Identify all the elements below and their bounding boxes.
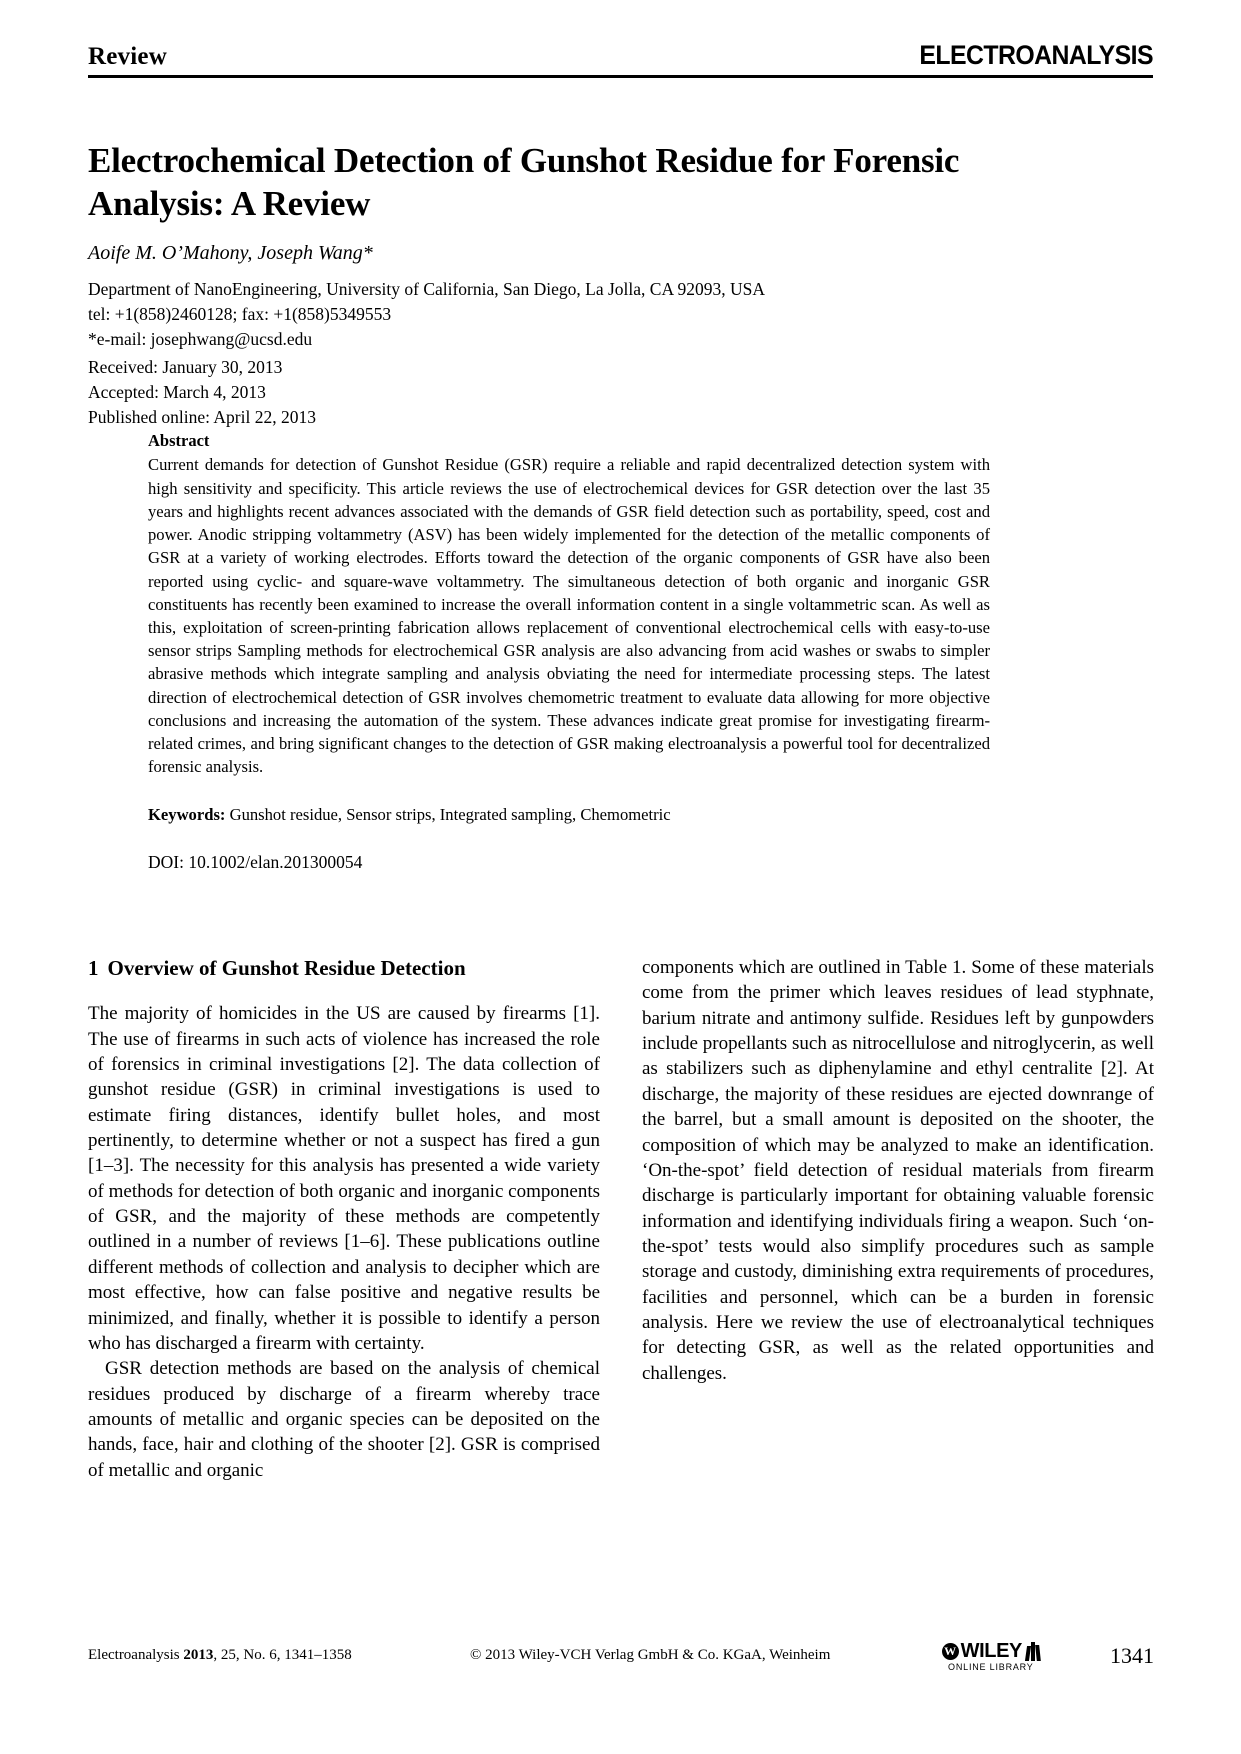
body-columns bbox=[88, 955, 1154, 1483]
section-title: Overview of Gunshot Residue Detection bbox=[107, 956, 466, 980]
abstract-text: Current demands for detection of Gunshot Residue (GSR) require a reliable and rapid decentralized detection system with high sensitivity and specificity. This article reviews the use of electrochemical devices for GSR detection over the last 35 years and highlights recent advances associated with the demands of GSR field detection such as portability, speed, cost and power. Anodic stripping voltammetry (ASV) has been widely implemented for the detection of the metallic components of GSR at a variety of working electrodes. Efforts toward the detection of the organic components of GSR have also been reported using cyclic- and square-wave voltammetry. The simultaneous detection of both organic and inorganic GSR constituents has recently been examined to increase the overall information content in a single voltammetric scan. As well as this, exploitation of screen-printing fabrication allows replacement of conventional electrochemical cells with easy-to-use sensor strips Sampling methods for electrochemical GSR analysis are also advancing from acid washes or swabs to simpler abrasive methods which integrate sampling and analysis obviating the need for intermediate processing steps. The latest direction of electrochemical detection of GSR involves chemometric treatment to evaluate data allowing for more objective conclusions and increasing the automation of the system. These advances indicate great promise for investigating firearm-related crimes, and bring significant changes to the detection of GSR making electroanalysis a powerful tool for decentralized forensic analysis. bbox=[148, 455, 990, 777]
wiley-logo bbox=[942, 1641, 1040, 1672]
paragraph: GSR detection methods are based on the analysis of chemical residues produced by discharge of a firearm whereby trace amounts of metallic and organic species can be deposited on the hands, face, hair and clothing of the shooter [2]. GSR is comprised of metallic and organic bbox=[88, 1358, 600, 1481]
citation-rest: , 25, No. 6, 1341–1358 bbox=[213, 1647, 352, 1663]
article-title: Electrochemical Detection of Gunshot Residue for Forensic Analysis: A Review bbox=[88, 141, 960, 223]
running-head bbox=[88, 42, 1153, 78]
keywords-values: Gunshot residue, Sensor strips, Integrated sampling, Chemometric bbox=[229, 804, 671, 824]
keywords-label: Keywords: bbox=[148, 804, 226, 824]
author-list: Aoife M. O’Mahony, Joseph Wang* bbox=[88, 242, 373, 264]
affiliation-line: Department of NanoEngineering, University of California, San Diego, La Jolla, CA 92093, USA bbox=[88, 279, 766, 299]
doi-line[interactable]: DOI: 10.1002/elan.201300054 bbox=[148, 851, 363, 872]
running-head-left: Review bbox=[88, 43, 167, 70]
contact-phone-line: tel: +1(858)2460128; fax: +1(858)5349553 bbox=[88, 303, 392, 324]
page-footer bbox=[88, 1640, 1154, 1671]
page-number: 1341 bbox=[1110, 1642, 1154, 1668]
section-heading bbox=[88, 955, 600, 981]
affiliation-block bbox=[88, 277, 968, 352]
paragraph: The majority of homicides in the US are caused by firearms [1]. The use of firearms in such acts of violence has increased the role of forensics in criminal investigations [2]. The data collection of gunshot residue (GSR) in criminal investigations is used to estimate firing distances, identify bullet holes, and most pertinently, to determine whether or not a suspect has fired a gun [1–3]. The necessity for this analysis has presented a wide variety of methods for detection of both organic and inorganic components of GSR, and the majority of these methods are competently outlined in a number of reviews [1–6]. These publications outline different methods of collection and analysis to decipher which are most effective, how can false positive and negative results be minimized, and finally, whether it is possible to identify a person who has discharged a firearm with certainty. bbox=[88, 1003, 600, 1354]
section-number: 1 bbox=[88, 956, 99, 980]
received-date: Received: January 30, 2013 bbox=[88, 357, 283, 377]
citation-year: 2013 bbox=[183, 1647, 214, 1663]
copyright-line: © 2013 Wiley-VCH Verlag GmbH & Co. KGaA, Weinheim bbox=[470, 1647, 831, 1663]
books-icon bbox=[1025, 1641, 1040, 1661]
right-column bbox=[642, 955, 1154, 1483]
citation-prefix: Electroanalysis bbox=[88, 1647, 184, 1663]
abstract-block bbox=[148, 430, 990, 874]
accepted-date: Accepted: March 4, 2013 bbox=[88, 382, 266, 403]
left-column bbox=[88, 955, 600, 1483]
keywords-line bbox=[148, 803, 990, 826]
wiley-wordmark: WILEY bbox=[960, 1640, 1022, 1662]
wiley-globe-icon: W bbox=[942, 1643, 959, 1660]
citation-line bbox=[88, 1647, 438, 1664]
published-date: Published online: April 22, 2013 bbox=[88, 407, 316, 428]
wiley-logo-row bbox=[942, 1641, 1040, 1661]
paragraph: components which are outlined in Table 1. Some of these materials come from the primer which leaves residues of lead styphnate, barium nitrate and antimony sulfide. Residues left by gunpowders include propellants such as nitrocellulose and nitroglycerin, as well as stabilizers such as diphenylamine and ethyl centralite [2]. At discharge, the majority of these residues are ejected downrange of the barrel, but a small amount is deposited on the shooter, the composition of which may be analyzed to make an identification. ‘On-the-spot’ field detection of residual materials from firearm discharge is particularly important for obtaining valuable forensic information and identifying individuals firing a weapon. Such ‘on-the-spot’ tests would also simplify procedures such as sample storage and custody, diminishing extra requirements of procedures, facilities and personnel, which can be a burden in forensic analysis. Here we review the use of electroanalytical techniques for detecting GSR, as well as the related opportunities and challenges. bbox=[642, 957, 1154, 1384]
abstract-heading: Abstract bbox=[148, 431, 210, 450]
contact-email-line: *e-mail: josephwang@ucsd.edu bbox=[88, 328, 313, 349]
wiley-online-library-label: ONLINE LIBRARY bbox=[948, 1662, 1034, 1672]
journal-name: ELECTROANALYSIS bbox=[919, 40, 1153, 70]
publication-dates bbox=[88, 355, 688, 430]
